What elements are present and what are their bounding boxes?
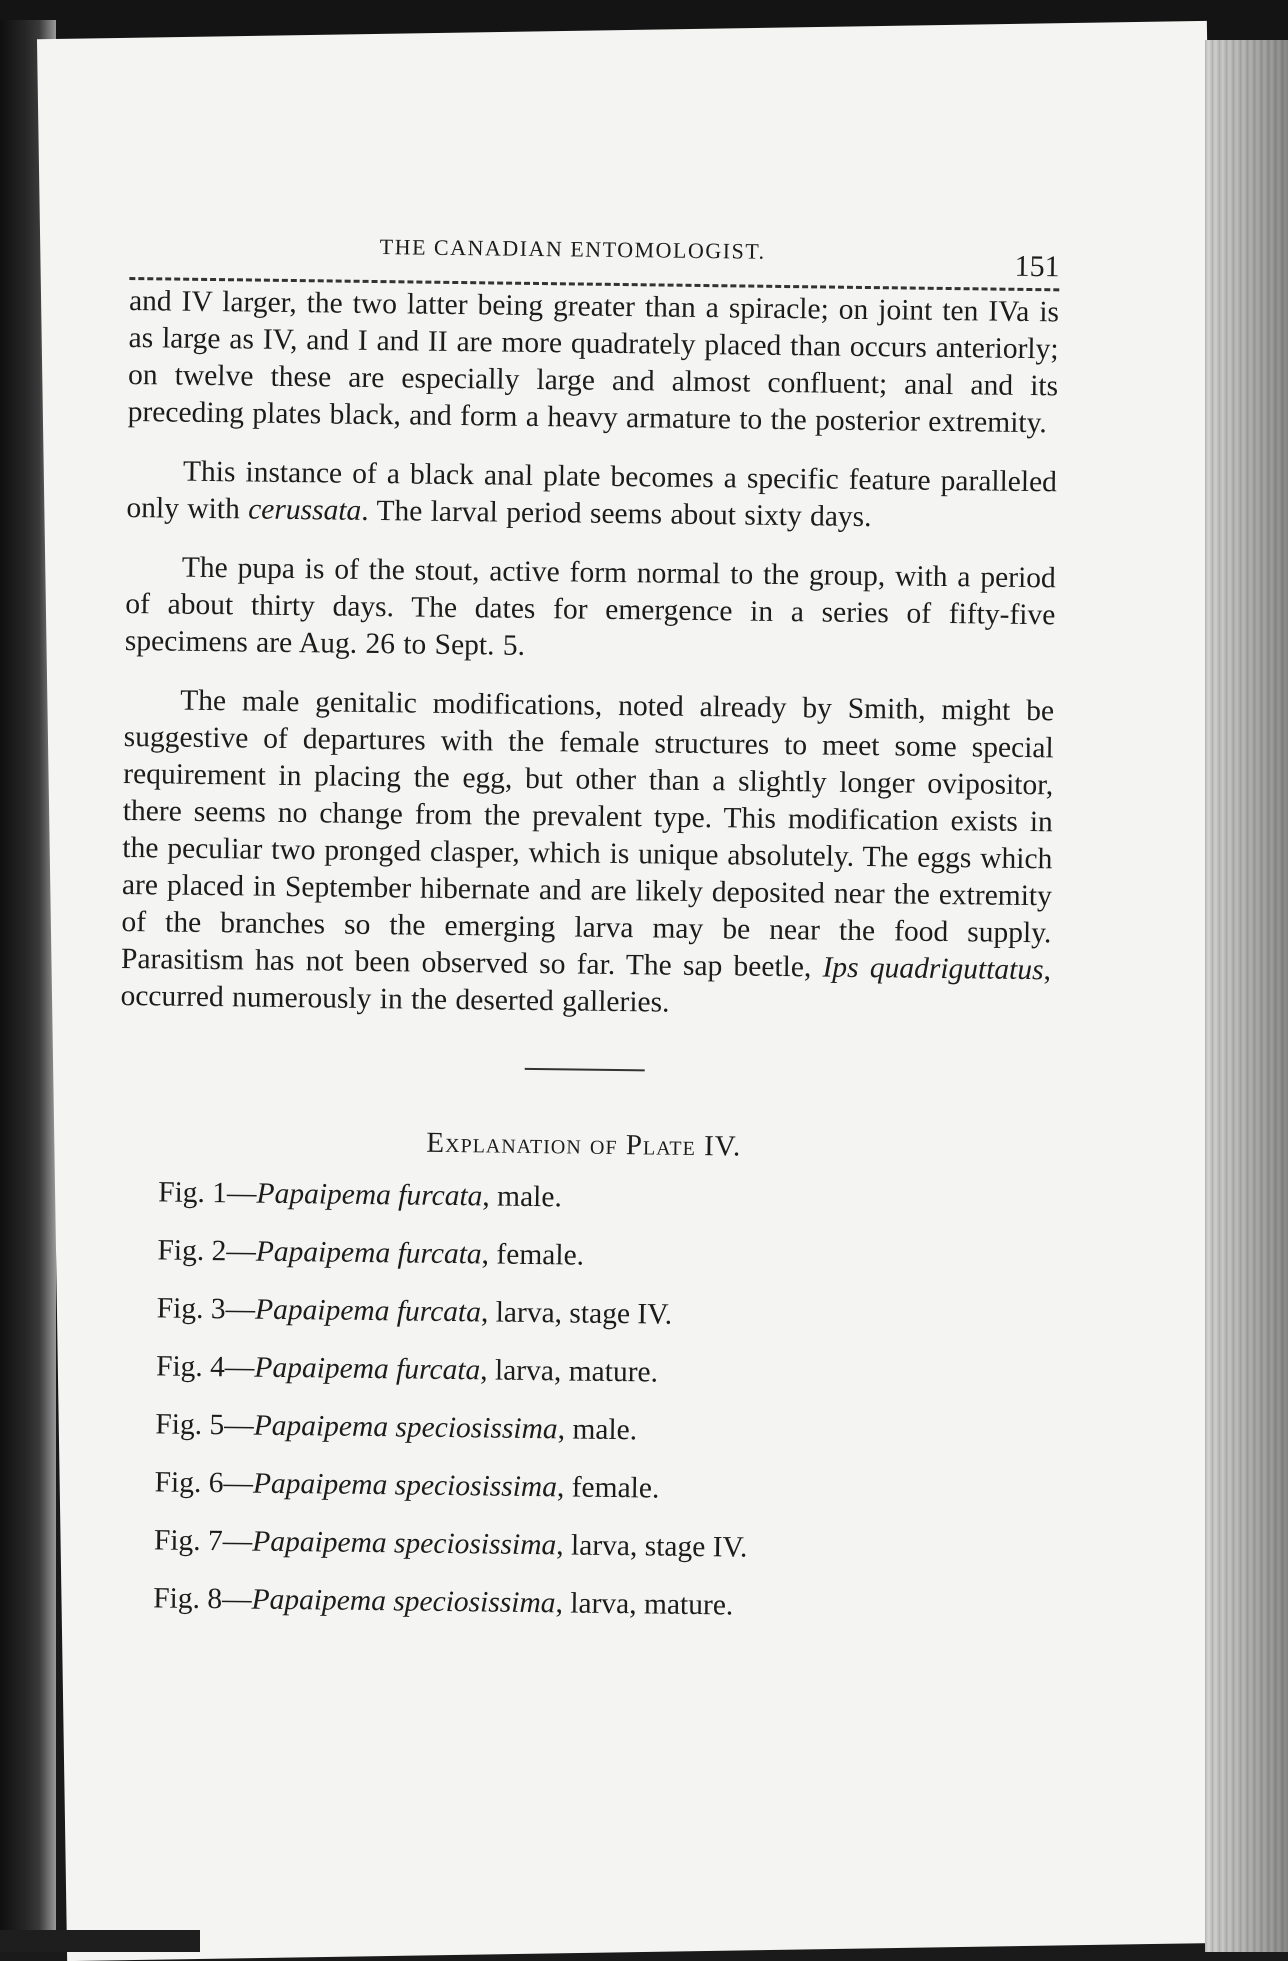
figure-label: Fig. 1—: [157, 1176, 257, 1210]
paragraph-3: [125, 549, 1056, 671]
figure-label: Fig. 3—: [156, 1292, 256, 1326]
journal-title: THE CANADIAN ENTOMOLOGIST.: [379, 234, 766, 264]
figure-label: Fig. 6—: [154, 1466, 254, 1500]
section-divider: [525, 1068, 645, 1071]
figure-caption: [157, 1232, 1047, 1279]
page-stack-edge: [1205, 40, 1288, 1952]
paragraph-2: [126, 453, 1057, 538]
figure-description: , female.: [481, 1238, 585, 1272]
paragraph-1: [127, 283, 1059, 442]
scan-bottom-border: [0, 1930, 200, 1952]
species-name: Papaipema speciosissima: [252, 1525, 557, 1562]
figure-label: Fig. 4—: [155, 1350, 255, 1384]
figure-description: , male.: [482, 1180, 563, 1214]
figure-caption: [155, 1406, 1045, 1453]
species-name: cerussata: [247, 493, 362, 527]
species-name: Papaipema speciosissima: [251, 1583, 556, 1620]
species-name: Papaipema furcata: [254, 1351, 481, 1387]
figure-description: , male.: [557, 1413, 638, 1447]
page-number: 151: [1014, 249, 1060, 284]
species-name: Papaipema furcata: [255, 1235, 482, 1271]
figure-caption: [157, 1290, 1047, 1337]
figure-description: , larva, stage IV.: [556, 1529, 748, 1564]
species-name: Papaipema speciosissima: [252, 1467, 558, 1504]
figure-label: Fig. 8—: [153, 1582, 252, 1616]
species-name: Papaipema furcata: [254, 1293, 482, 1329]
figure-description: , larva, mature.: [555, 1587, 734, 1622]
paragraph-text: and IV larger, the two latter being greater than a spiracle; on joint ten IVa is as large as IV, and I and II are more quadrately placed than occurs anteriorly; on twelve these are especially large and almost confluent; anal and its preceding plates black, and form a heavy armature to the posterior extremity.: [127, 284, 1060, 440]
figure-description: , female.: [556, 1471, 660, 1505]
figure-label: Fig. 5—: [155, 1408, 254, 1442]
figure-caption: [154, 1522, 1044, 1569]
figure-label: Fig. 7—: [153, 1524, 253, 1558]
running-head: [129, 225, 1060, 288]
species-name: Ips quadriguttatus: [822, 951, 1044, 987]
species-name: Papaipema speciosissima: [253, 1409, 558, 1446]
figure-caption: [153, 1580, 1043, 1627]
figure-list: [113, 1174, 1048, 1627]
species-name: Papaipema furcata: [256, 1177, 483, 1213]
paragraph-text: This instance of a black anal plate becomes a specific feature paralleled only with: [126, 455, 1058, 526]
figure-label: Fig. 2—: [157, 1234, 257, 1268]
figure-caption: [156, 1348, 1046, 1395]
figure-caption: [158, 1174, 1048, 1221]
plate-heading: Explanation of Plate IV.: [426, 1126, 742, 1163]
paragraph-text: The male genitalic modifications, noted already by Smith, might be suggestive of departures with the female structures to meet some special requirement in placing the egg, but other than a slightly longer ovipositor, there seems no change from the prevalent type. This modification exists in the peculiar two pronged clasper, which is unique absolutely. The eggs which are placed in September hibernate and are likely deposited near the extremity of the branches so the emerging larva may be near the food supply. Parasitism has not been observed so far. The sap beetle,: [120, 684, 1055, 984]
paragraph-text: The pupa is of the stout, active form normal to the group, with a period of about thirty days. The dates for emergence in a series of fifty-five specimens are Aug. 26 to Sept. 5.: [124, 551, 1056, 662]
figure-description: , larva, stage IV.: [480, 1296, 673, 1331]
paragraph-text: . The larval period seems about sixty days.: [361, 494, 872, 534]
page-content: [113, 225, 1060, 1649]
figure-description: , larva, mature.: [480, 1354, 659, 1389]
figure-caption: [154, 1464, 1044, 1511]
paragraph-text: , occurred numerously in the deserted galleries.: [120, 954, 1052, 1019]
paragraph-4: [120, 682, 1054, 1026]
